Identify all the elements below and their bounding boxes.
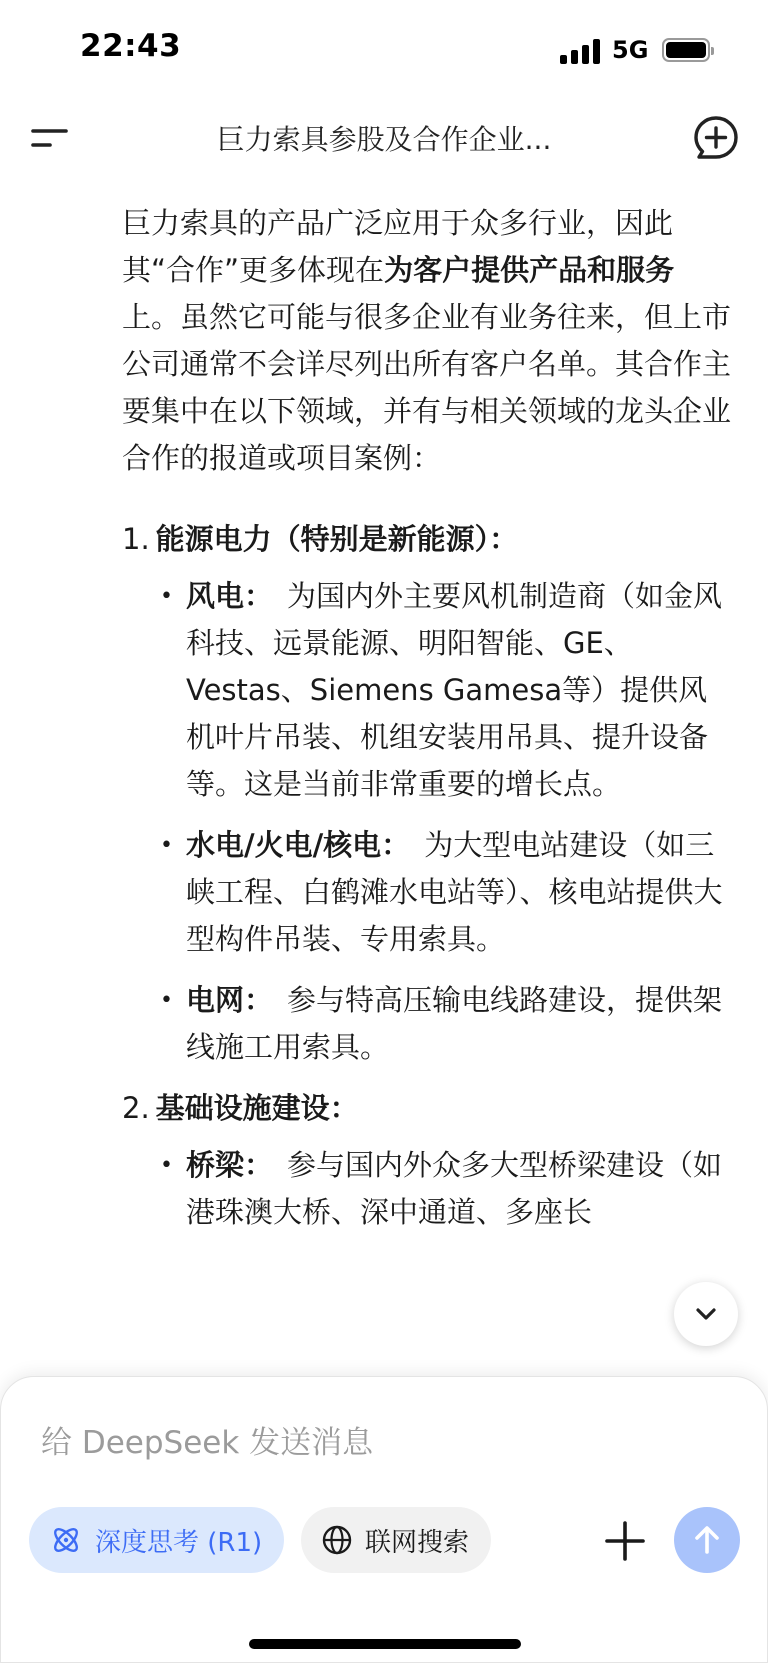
globe-icon bbox=[321, 1524, 353, 1556]
intro-text-1: 巨力索具的产品广泛应用于众多行业，因此其“合作”更多体现在 bbox=[122, 206, 674, 287]
bullet-label: 桥梁： bbox=[186, 1148, 274, 1182]
message-input[interactable]: 给 DeepSeek 发送消息 bbox=[41, 1425, 374, 1461]
plus-icon[interactable] bbox=[599, 1515, 651, 1567]
chevron-down-icon bbox=[691, 1299, 721, 1329]
section-number: 1. bbox=[122, 522, 150, 556]
section-number: 2. bbox=[122, 1091, 150, 1125]
conversation-title[interactable]: 巨力索具参股及合作企业... bbox=[216, 123, 552, 156]
network-label: 5G bbox=[612, 36, 649, 64]
intro-bold-text: 为客户提供产品和服务 bbox=[384, 253, 675, 287]
deep-think-label: 深度思考 (R1) bbox=[95, 1527, 263, 1558]
arrow-up-icon bbox=[690, 1523, 724, 1557]
assistant-message bbox=[122, 200, 732, 1250]
battery-icon bbox=[662, 38, 710, 62]
list-item bbox=[160, 1142, 732, 1236]
bullet-label: 电网： bbox=[186, 983, 274, 1017]
signal-icon bbox=[560, 38, 602, 64]
deep-think-button[interactable] bbox=[29, 1507, 284, 1573]
bullet-label: 水电/火电/核电： bbox=[186, 828, 411, 862]
message-composer bbox=[0, 1376, 768, 1663]
bullet-text: 参与特高压输电线路建设，提供架线施工用索具。 bbox=[186, 983, 723, 1064]
menu-icon[interactable] bbox=[26, 114, 74, 162]
bullet-label: 风电： bbox=[186, 579, 274, 613]
scroll-down-button[interactable] bbox=[674, 1282, 738, 1346]
bullet-list-1 bbox=[160, 573, 732, 1071]
intro-paragraph bbox=[122, 200, 732, 482]
section-heading-2 bbox=[122, 1085, 732, 1132]
section-title: 能源电力（特别是新能源）： bbox=[155, 522, 519, 556]
section-heading-1 bbox=[122, 516, 732, 563]
section-title: 基础设施建设： bbox=[155, 1091, 359, 1125]
status-time: 22:43 bbox=[80, 28, 182, 64]
bullet-text: 为国内外主要风机制造商（如金风科技、远景能源、明阳智能、GE、Vestas、Siemens Gamesa等）提供风机叶片吊装、机组安装用吊具、提升设备等。这是当前非常重要的增长点。 bbox=[186, 579, 723, 801]
intro-text-2: 上。虽然它可能与很多企业有业务往来，但上市公司通常不会详尽列出所有客户名单。其合作主要集中在以下领域，并有与相关领域的龙头企业合作的报道或项目案例： bbox=[122, 300, 732, 475]
atom-icon bbox=[49, 1523, 83, 1557]
chat-header bbox=[0, 100, 768, 176]
bullet-text: 参与国内外众多大型桥梁建设（如港珠澳大桥、深中通道、多座长 bbox=[186, 1148, 723, 1229]
list-item bbox=[160, 573, 732, 808]
bullet-list-2 bbox=[160, 1142, 732, 1236]
web-search-button[interactable] bbox=[301, 1507, 491, 1573]
status-bar bbox=[0, 0, 768, 100]
web-search-label: 联网搜索 bbox=[365, 1527, 470, 1558]
list-item bbox=[160, 977, 732, 1071]
bullet-text: 为大型电站建设（如三峡工程、白鹤滩水电站等）、核电站提供大型构件吊装、专用索具。 bbox=[186, 828, 723, 956]
home-indicator bbox=[249, 1639, 521, 1649]
list-item bbox=[160, 822, 732, 963]
send-button[interactable] bbox=[674, 1507, 740, 1573]
new-chat-icon[interactable] bbox=[690, 112, 742, 164]
